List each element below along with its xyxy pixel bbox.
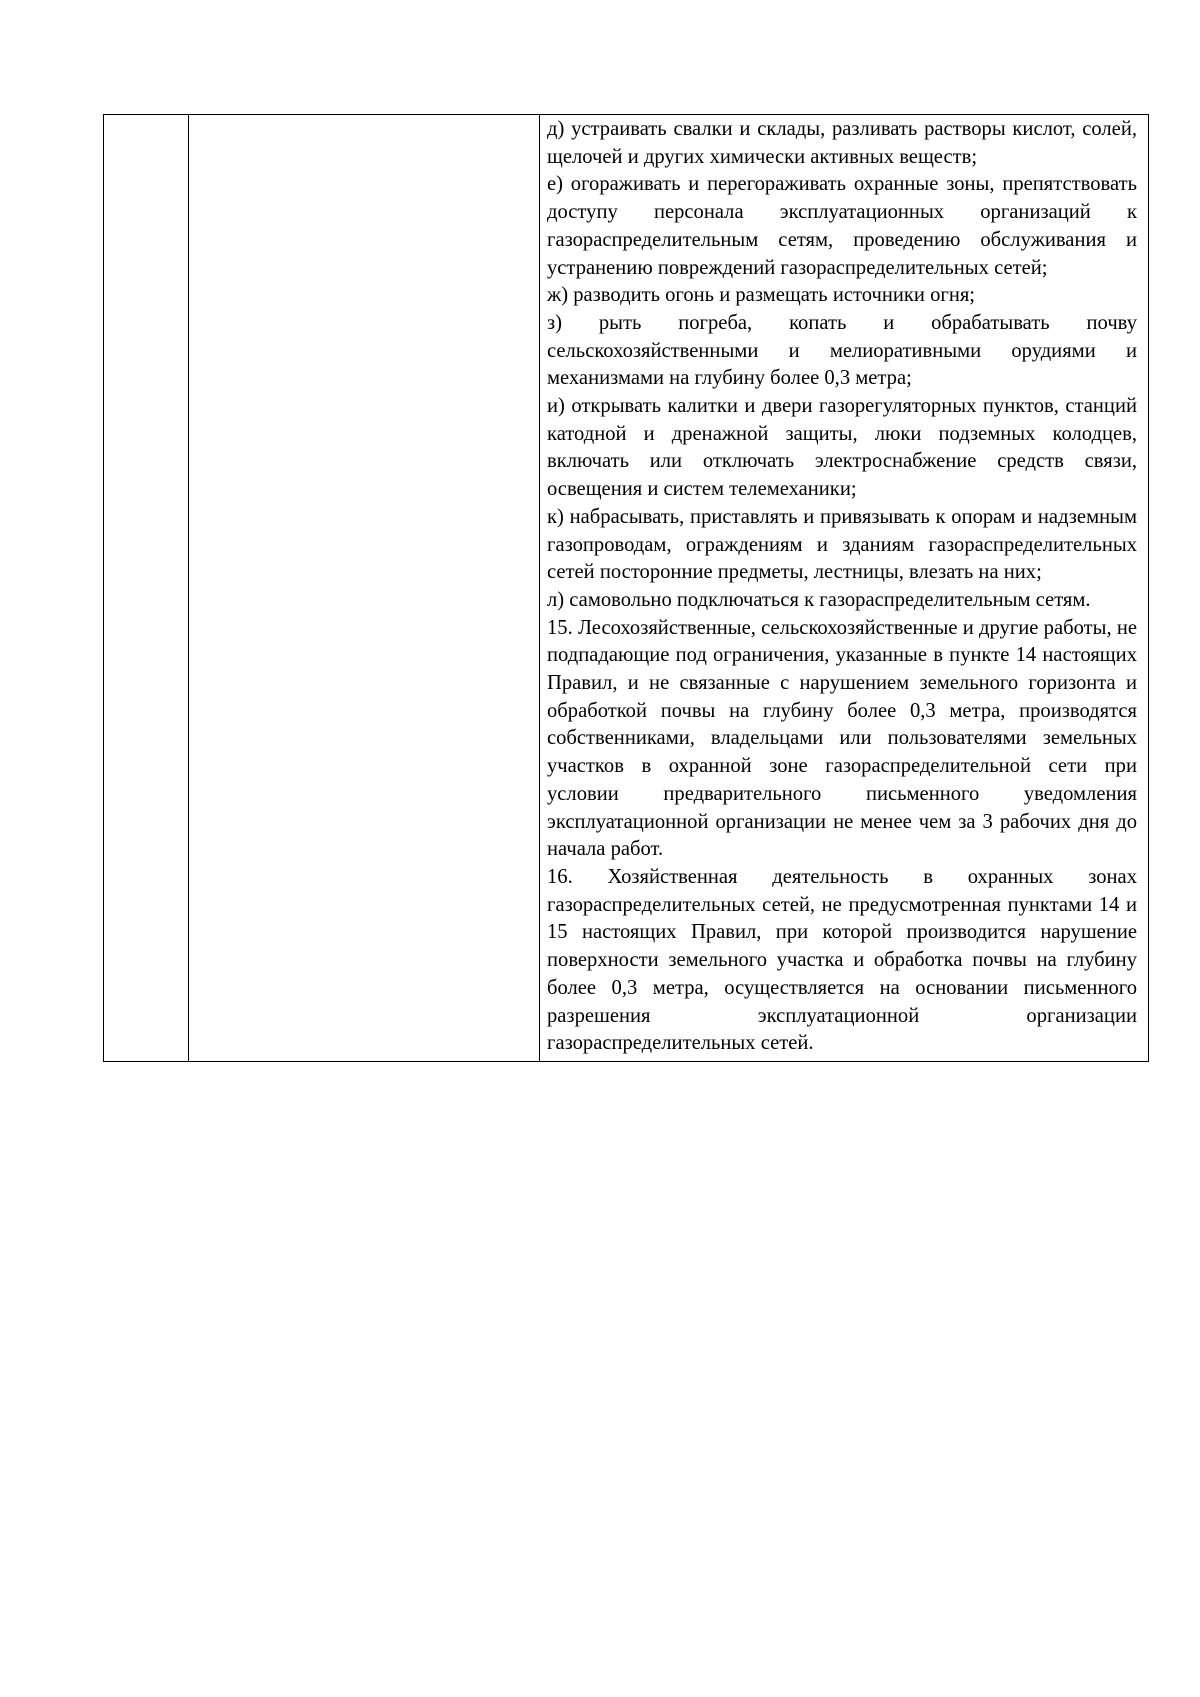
paragraph-point-15: 15. Лесохозяйственные, сельскохозяйственные и другие работы, не подпадающие под ограничения, указанные в пункте 14 настоящих Правил, и не связанные с нарушением земельного горизонта и обработкой почвы на глубину более 0,3 метра, производятся собственниками, владельцами или пользователями земельных участков в охранной зоне газораспределительной сети при условии предварительного письменного уведомления эксплуатационной организации не менее чем за 3 рабочих дня до начала работ. [547,616,1137,861]
paragraph-item-k: к) набрасывать, приставлять и привязывать к опорам и надземным газопроводам, ограждениям и зданиям газораспределительных сетей посторонние предметы, лестницы, влезать на них; [547,505,1137,584]
paragraph-item-l: л) самовольно подключаться к газораспределительным сетям. [547,588,1091,611]
paragraph-item-zh: ж) разводить огонь и размещать источники огня; [547,284,976,307]
paragraph-point-16: 16. Хозяйственная деятельность в охранных зонах газораспределительных сетей, не предусмотренная пунктами 14 и 15 настоящих Правил, при которой производится нарушение поверхности земельного участка и обработка почвы на глубину более 0,3 метра, осуществляется на основании письменного разрешения эксплуатационной организации газораспределительных сетей. [547,865,1137,1055]
table-cell-text [540,115,1149,1062]
table-cell-subject [189,115,540,1062]
paragraph-item-e: е) огораживать и перегораживать охранные зоны, препятствовать доступу персонала эксплуатационных организаций к газораспределительным сетям, проведению обслуживания и устранению повреждений газораспределительных сетей; [547,173,1137,279]
table-row [104,115,1149,1062]
paragraph-item-z: з) рыть погреба, копать и обрабатывать почву сельскохозяйственными и мелиоративными орудиями и механизмами на глубину более 0,3 метра; [547,311,1137,390]
table-cell-number [104,115,189,1062]
document-table [103,114,1149,1062]
paragraph-item-d: д) устраивать свалки и склады, разливать растворы кислот, солей, щелочей и других химически активных веществ; [547,118,1137,168]
paragraph-item-i: и) открывать калитки и двери газорегуляторных пунктов, станций катодной и дренажной защиты, люки подземных колодцев, включать или отключать электроснабжение средств связи, освещения и систем телемеханики; [547,395,1137,501]
